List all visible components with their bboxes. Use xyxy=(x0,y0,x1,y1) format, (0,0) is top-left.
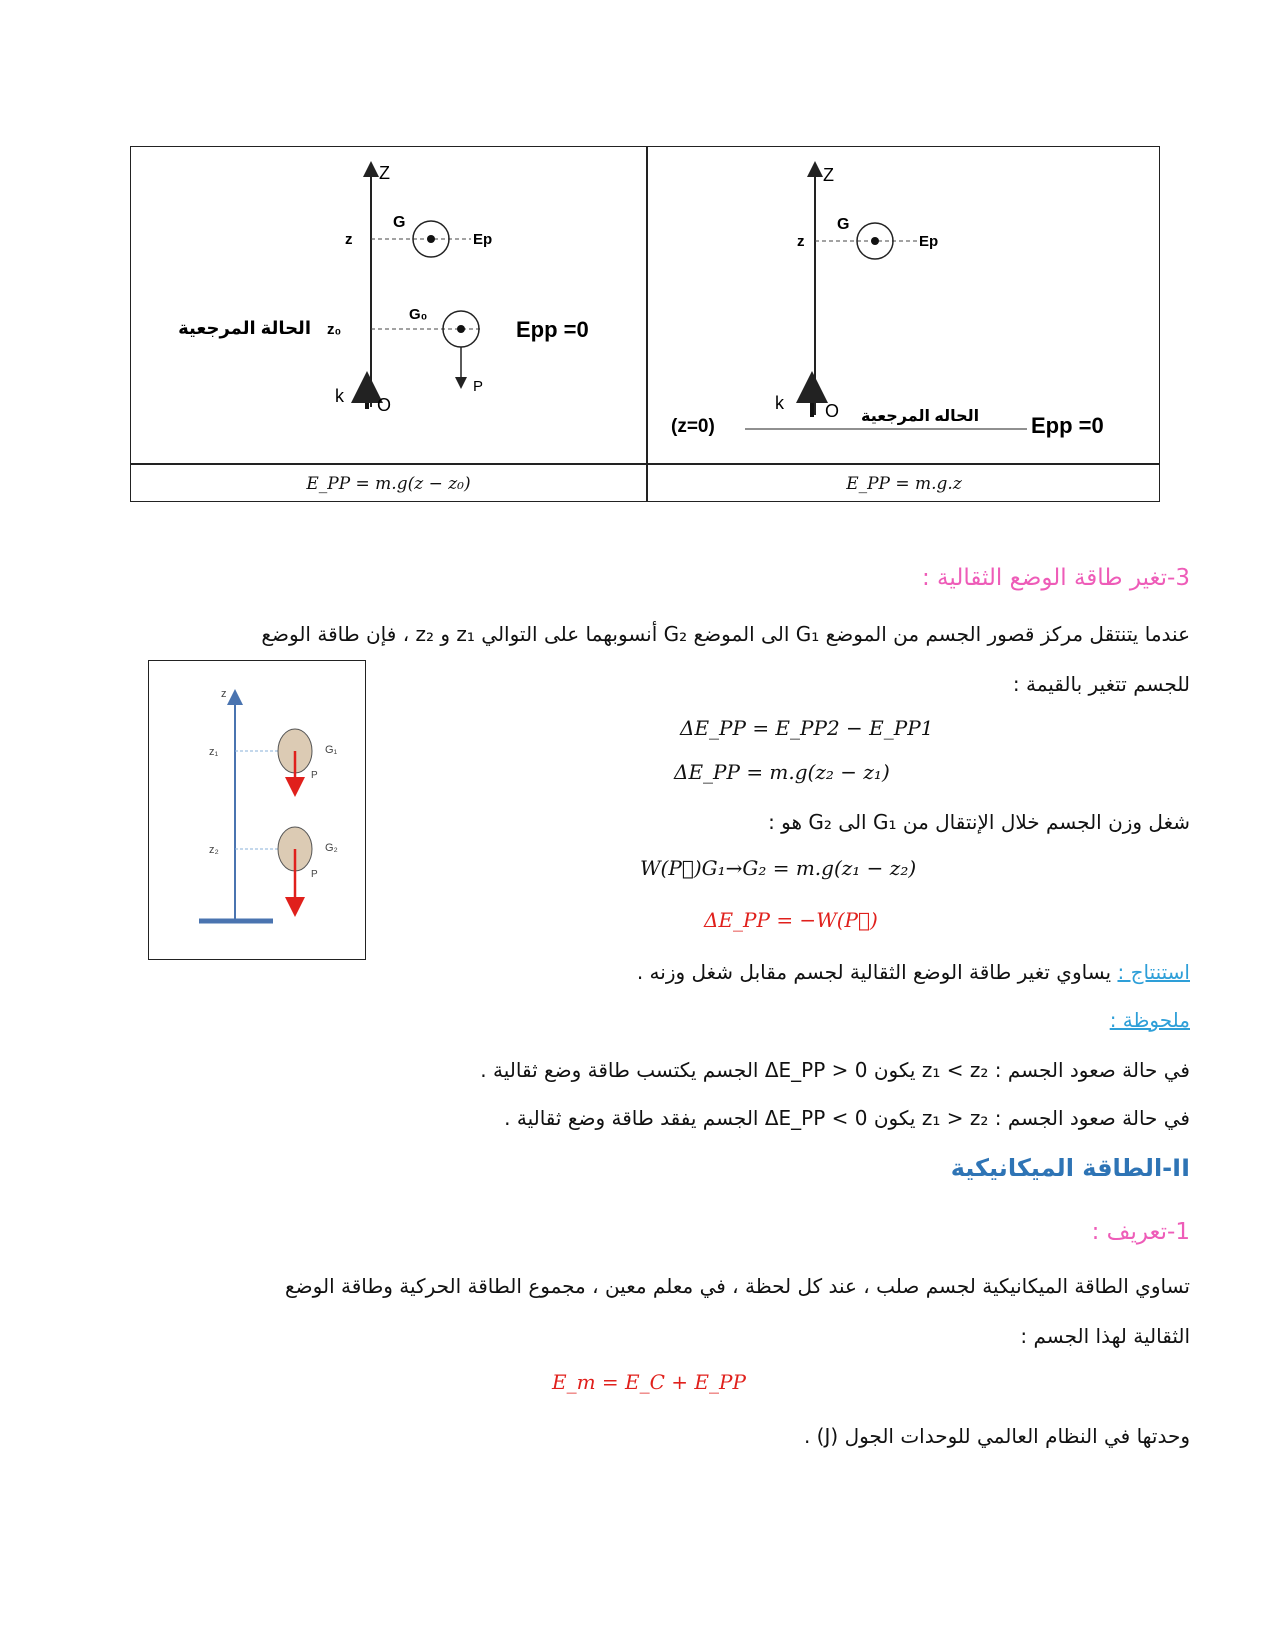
section3-heading: 3-تغير طاقة الوضع الثقالية : xyxy=(921,565,1190,591)
definition-line1: تساوي الطاقة الميكانيكية لجسم صلب ، عند كل لحظة ، في معلم معين ، مجموع الطاقة الحركية وطاقة الوضع xyxy=(285,1274,1190,1298)
definition-heading: 1-تعريف : xyxy=(1091,1219,1190,1245)
k-label: k xyxy=(335,386,344,406)
definition-line2: الثقالية لهذا الجسم : xyxy=(1020,1324,1190,1348)
reference-state-label: الحاله المرجعية xyxy=(861,408,980,425)
right-diagram xyxy=(647,147,1161,463)
unit-line: وحدتها في النظام العالمي للوحدات الجول (J) . xyxy=(803,1424,1190,1448)
figure-table xyxy=(130,146,1160,502)
g-label: G xyxy=(837,216,850,233)
body-center-g xyxy=(871,237,879,245)
k-label: k xyxy=(775,393,784,413)
z-label: z xyxy=(345,231,353,248)
g0-label: G₀ xyxy=(409,306,428,323)
note-label: ملحوظة : xyxy=(1109,1008,1190,1032)
ep-label: Ep xyxy=(919,233,939,250)
g1-label: G₁ xyxy=(325,744,338,756)
section3-para-line2: للجسم تتغير بالقيمة : xyxy=(1012,672,1190,696)
displacement-figure xyxy=(148,660,366,960)
equation-delta-epp-mg: ΔE_PP = m.g(z₂ − z₁) xyxy=(674,760,890,784)
z1-label: z₁ xyxy=(209,746,219,758)
epp-zero-label: Epp =0 xyxy=(1031,413,1104,438)
case-ascent: في حالة صعود الجسم : z₁ < z₂ يكون ΔE_PP > 0 الجسم يكتسب طاقة وضع ثقالية . xyxy=(480,1058,1190,1082)
body-center-g xyxy=(427,235,435,243)
right-caption: E_PP = m.g.z xyxy=(846,474,962,494)
g-label: G xyxy=(393,214,406,231)
origin-label: O xyxy=(825,401,840,421)
axis-label: z xyxy=(221,688,227,700)
equation-delta-epp: ΔE_PP = E_PP2 − E_PP1 xyxy=(680,716,934,740)
z2-label: z₂ xyxy=(209,844,219,856)
ep-label: Ep xyxy=(473,231,493,248)
case-descent: في حالة صعود الجسم : z₁ > z₂ يكون ΔE_PP < 0 الجسم يفقد طاقة وضع ثقالية . xyxy=(504,1106,1190,1130)
left-diagram xyxy=(131,147,646,463)
section3-para-line1: عندما يتنتقل مركز قصور الجسم من الموضع G₁ الى الموضع G₂ أنسوبهما على التوالي z₁ و z₂ ، فإن طاقة الوضع xyxy=(261,622,1190,646)
mechanical-energy-equation: E_m = E_C + E_PP xyxy=(552,1370,746,1394)
conclusion-line xyxy=(637,954,1190,990)
section-ii-heading: II-الطاقة الميكانيكية xyxy=(950,1154,1190,1182)
body-center-g0 xyxy=(457,325,465,333)
work-line: شغل وزن الجسم خلال الإنتقال من G₁ الى G₂ هو : xyxy=(768,810,1190,834)
displacement-diagram xyxy=(149,661,364,958)
p-label-1: P xyxy=(311,770,318,781)
axis-label: Z xyxy=(379,163,390,183)
z-label: z xyxy=(797,233,805,250)
equation-work: W(P⃗)G₁→G₂ = m.g(z₁ − z₂) xyxy=(640,856,917,880)
note-line xyxy=(1110,1002,1190,1038)
g2-label: G₂ xyxy=(325,842,338,854)
reference-state-label: الحالة المرجعية xyxy=(178,318,311,338)
epp-zero-label: Epp =0 xyxy=(516,317,589,342)
origin-label: O xyxy=(377,395,392,415)
z0-label: z₀ xyxy=(327,321,342,338)
left-caption: E_PP = m.g(z − z₀) xyxy=(306,474,471,494)
conclusion-label: استنتاج : xyxy=(1117,960,1190,984)
p-label: P xyxy=(473,378,484,395)
axis-label: Z xyxy=(823,165,834,185)
conclusion-text: يساوي تغير طاقة الوضع الثقالية لجسم مقابل شغل وزنه . xyxy=(636,960,1118,984)
p-label-2: P xyxy=(311,869,318,880)
table-divider-horizontal xyxy=(131,463,1159,465)
z-zero-label: (z=0) xyxy=(671,416,715,437)
equation-delta-epp-work: ΔE_PP = −W(P⃗) xyxy=(704,908,878,932)
